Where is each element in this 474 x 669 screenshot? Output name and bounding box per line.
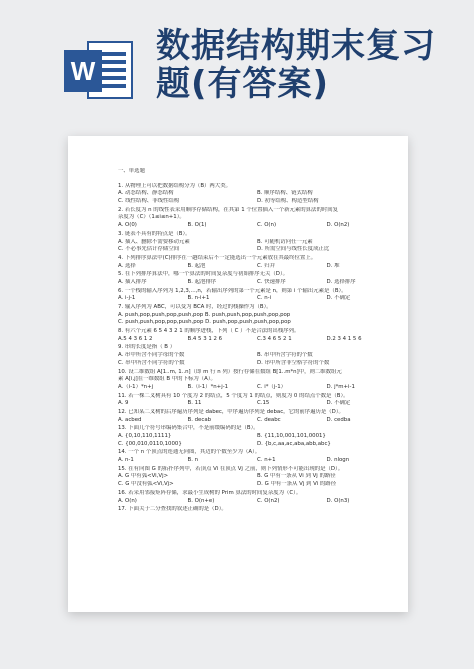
option-row xyxy=(118,246,396,254)
question-line: 8. 有六个元素 6 5 4 3 2 1 的顺序进栈，下列（ C ）不是合法的出栈序列。 xyxy=(118,328,300,335)
option-c: C. 归并 xyxy=(257,262,275,269)
option-b: B. 起泡 xyxy=(187,262,206,269)
option-a: A. 插入排序 xyxy=(118,278,147,285)
option-d: D. nlogn xyxy=(326,457,350,464)
option-b: B. decab xyxy=(187,416,212,423)
option-row xyxy=(118,198,396,206)
page-title-line-2: 题(有答案) xyxy=(156,64,330,104)
option-b: B. {11,10,001,101,0001} xyxy=(257,433,326,439)
option-row xyxy=(118,384,396,392)
option-b: D. G 中有一条从 Vj 到 Vi 的路径 xyxy=(257,481,337,488)
option-row xyxy=(118,279,396,287)
option-a: C. G 中没有弧<Vi,Vj> xyxy=(118,481,174,488)
option-a: A. O(n) xyxy=(118,497,137,504)
option-c: C. n-i xyxy=(257,295,272,302)
option-a: C. {00,010,0110,1000} xyxy=(118,440,182,447)
option-b: B. 11 xyxy=(187,400,202,407)
option-a: A. 串中所含不同字母的个数 xyxy=(118,352,185,359)
option-b: D. {b,c,aa,ac,aba,abb,abc} xyxy=(257,440,331,447)
option-b: B. O(1) xyxy=(187,222,207,229)
option-a: C. 串中所含不同字符的个数 xyxy=(118,359,185,366)
option-row xyxy=(118,190,396,198)
option-b: B. 串中所含字符的个数 xyxy=(257,352,313,359)
option-b: B.（i-1）*n+j-1 xyxy=(187,383,229,390)
option-d: D. 不确定 xyxy=(326,295,351,302)
option-row xyxy=(118,441,396,449)
document-content xyxy=(118,168,396,514)
option-a: A. {0,10,110,1111} xyxy=(118,433,172,439)
question-line: 5. 在下列排序算法中，哪一个算法的时间复杂度与初始排序无关（D）。 xyxy=(118,271,289,278)
option-a: A. O(0) xyxy=(118,222,137,229)
question-line: 1. 从物理上可以把数据结构分为（B）两大类。 xyxy=(118,182,231,189)
option-row xyxy=(118,481,396,489)
option-row xyxy=(118,433,396,441)
option-a: C. 线性结构、非线性结构 xyxy=(118,198,180,205)
header xyxy=(0,0,474,118)
question-line: 15. 在有向图 G 的拓扑序列中，若顶点 Vi 在顶点 Vj 之前，则下列情形不可能出现的是（D）。 xyxy=(118,465,344,472)
option-a: A.（i-1）*n+j xyxy=(118,383,154,390)
option-row xyxy=(118,239,396,247)
question-line: 7. 输入序列为 ABC，可以变为 BCA 时，经过的栈操作为（B）。 xyxy=(118,304,272,310)
question-list xyxy=(118,183,396,514)
option-c: C. 快速排序 xyxy=(257,278,286,285)
section-heading: 一、单选题 xyxy=(118,168,145,174)
option-row xyxy=(118,295,396,303)
question-line: 12. 已知某二叉树的后序遍历序列是 dabec，中序遍历序列是 debac，它的前序遍历是（D）。 xyxy=(118,408,344,415)
question-line: 17. 下面关于二分查找的叙述正确的是（D）。 xyxy=(118,506,227,513)
option-a: A. G 中有弧<Vi,Vj> xyxy=(118,473,169,480)
option-row xyxy=(118,417,396,425)
option-b: B. n-i+1 xyxy=(187,295,210,302)
option-row xyxy=(118,400,396,408)
option-row xyxy=(118,360,396,368)
document-page xyxy=(68,136,408,612)
option-c: C.15 xyxy=(257,400,270,407)
option-row xyxy=(118,457,396,465)
option-a: A. 插入、删除不需要移动元素 xyxy=(118,238,190,245)
option-d: D. O(n3) xyxy=(326,497,350,504)
option-a: C. 不必事先估计存储空间 xyxy=(118,246,180,253)
option-row xyxy=(118,263,396,271)
option-c: C. O(n) xyxy=(257,222,277,229)
option-d: D. j*m+i-1 xyxy=(326,383,355,390)
option-b: B. n xyxy=(187,457,199,464)
question-line: 10. 设二维数组 A[1..m, 1..n]（即 m 行 n 列）按行存储在数组 B[1..m*n]中，则二维数组元 xyxy=(118,368,342,375)
question-line: 13. 下面几个符号串编码集合中，不是前缀编码的是（B）。 xyxy=(118,425,259,432)
option-b: B. O(n+e) xyxy=(187,497,215,504)
question-line: 2. 若长度为 n 的线性表采用顺序存储结构，在其第 1 个位置插入一个新元素的算法的时间复 xyxy=(118,206,339,213)
question-line: 14. 一个 n 个顶点的连通无向图，其边的个数至少为（A）。 xyxy=(118,449,261,456)
option-d: D. 不确定 xyxy=(326,400,351,407)
text-line: 素 A[i,j]在一维数组 B 中的下标为（A）。 xyxy=(118,376,216,383)
option-d: D. O(n2) xyxy=(326,222,350,229)
option-c: C. i*（j-1） xyxy=(257,383,287,390)
option-b: B. 顺序结构、链式结构 xyxy=(257,190,313,197)
option-b: D. 串中所含非空格字符的个数 xyxy=(257,359,330,366)
option-d: D. 堆 xyxy=(326,262,340,269)
option-c: C. O(n2) xyxy=(257,497,280,504)
option-c: C. deabc xyxy=(257,416,281,423)
question-line: 9. 串的长度是指（ B ） xyxy=(118,344,176,351)
option-c: C.3 4 6 5 2 1 xyxy=(257,335,292,342)
option-d: D. 选择排序 xyxy=(326,278,356,285)
option-b: B. 可随机访问任一元素 xyxy=(257,238,313,245)
option-a: A. 动态结构、静态结构 xyxy=(118,190,174,197)
question-line: 3. 链表不具有的特点是（B）。 xyxy=(118,230,191,237)
option-a: A. 选择 xyxy=(118,262,136,269)
logo-letter: W xyxy=(70,56,96,86)
option-a: A.5 4 3 6 1 2 xyxy=(118,335,153,342)
option-row xyxy=(118,352,396,360)
option-b: B. G 中有一条从 Vi 到 Vj 的路径 xyxy=(257,473,336,480)
option-row xyxy=(118,498,396,506)
option-row xyxy=(118,473,396,481)
question-line: 4. 下列排序算法中(C)排序在一趟结束后不一定能选出一个元素放在其最终位置上。 xyxy=(118,254,317,261)
option-c: C. n+1 xyxy=(257,457,276,464)
option-b: B. 起泡排序 xyxy=(187,278,217,285)
question-line: 11. 若一棵二叉树具有 10 个度为 2 的结点，5 个度为 1 的结点，则度为 0 的结点个数是（B）。 xyxy=(118,392,349,399)
text-line: 杂度为（C）（1≤i≤n+1）。 xyxy=(118,214,185,221)
word-logo-icon xyxy=(64,38,134,102)
question-line: 16. 若采用邻接矩阵存储，求最小生成树的 Prim 算法的时间复杂度为（C）。 xyxy=(118,489,302,496)
option-a: A. acbed xyxy=(118,416,142,423)
option-row xyxy=(118,336,396,344)
option-row xyxy=(118,222,396,230)
option-a: A. 9 xyxy=(118,400,129,407)
option-b: D. 所需空间与线性长度成正比 xyxy=(257,246,330,253)
option-b: B.4 5 3 1 2 6 xyxy=(187,335,223,342)
page-title-line-1: 数据结构期末复习 xyxy=(156,26,436,66)
option-a: A. n-1 xyxy=(118,457,134,464)
text-line: A. push,pop,push,pop,push,pop B. push,push,pop,push,pop,pop xyxy=(118,311,291,318)
question-line: 6. 一个栈的输入序列为 1,2,3,...,n，若输出序列的第一个元素是 n，则第 i 个输出元素是（B）。 xyxy=(118,287,347,294)
option-d: D. cedba xyxy=(326,416,351,423)
option-b: D. 初等结构、构造型结构 xyxy=(257,198,319,205)
option-d: D.2 3 4 1 5 6 xyxy=(326,335,362,342)
option-a: A. i-j-1 xyxy=(118,295,136,302)
text-line: C. push,push,pop,pop,push,pop D. push,pop,push,push,pop,pop xyxy=(118,319,291,326)
